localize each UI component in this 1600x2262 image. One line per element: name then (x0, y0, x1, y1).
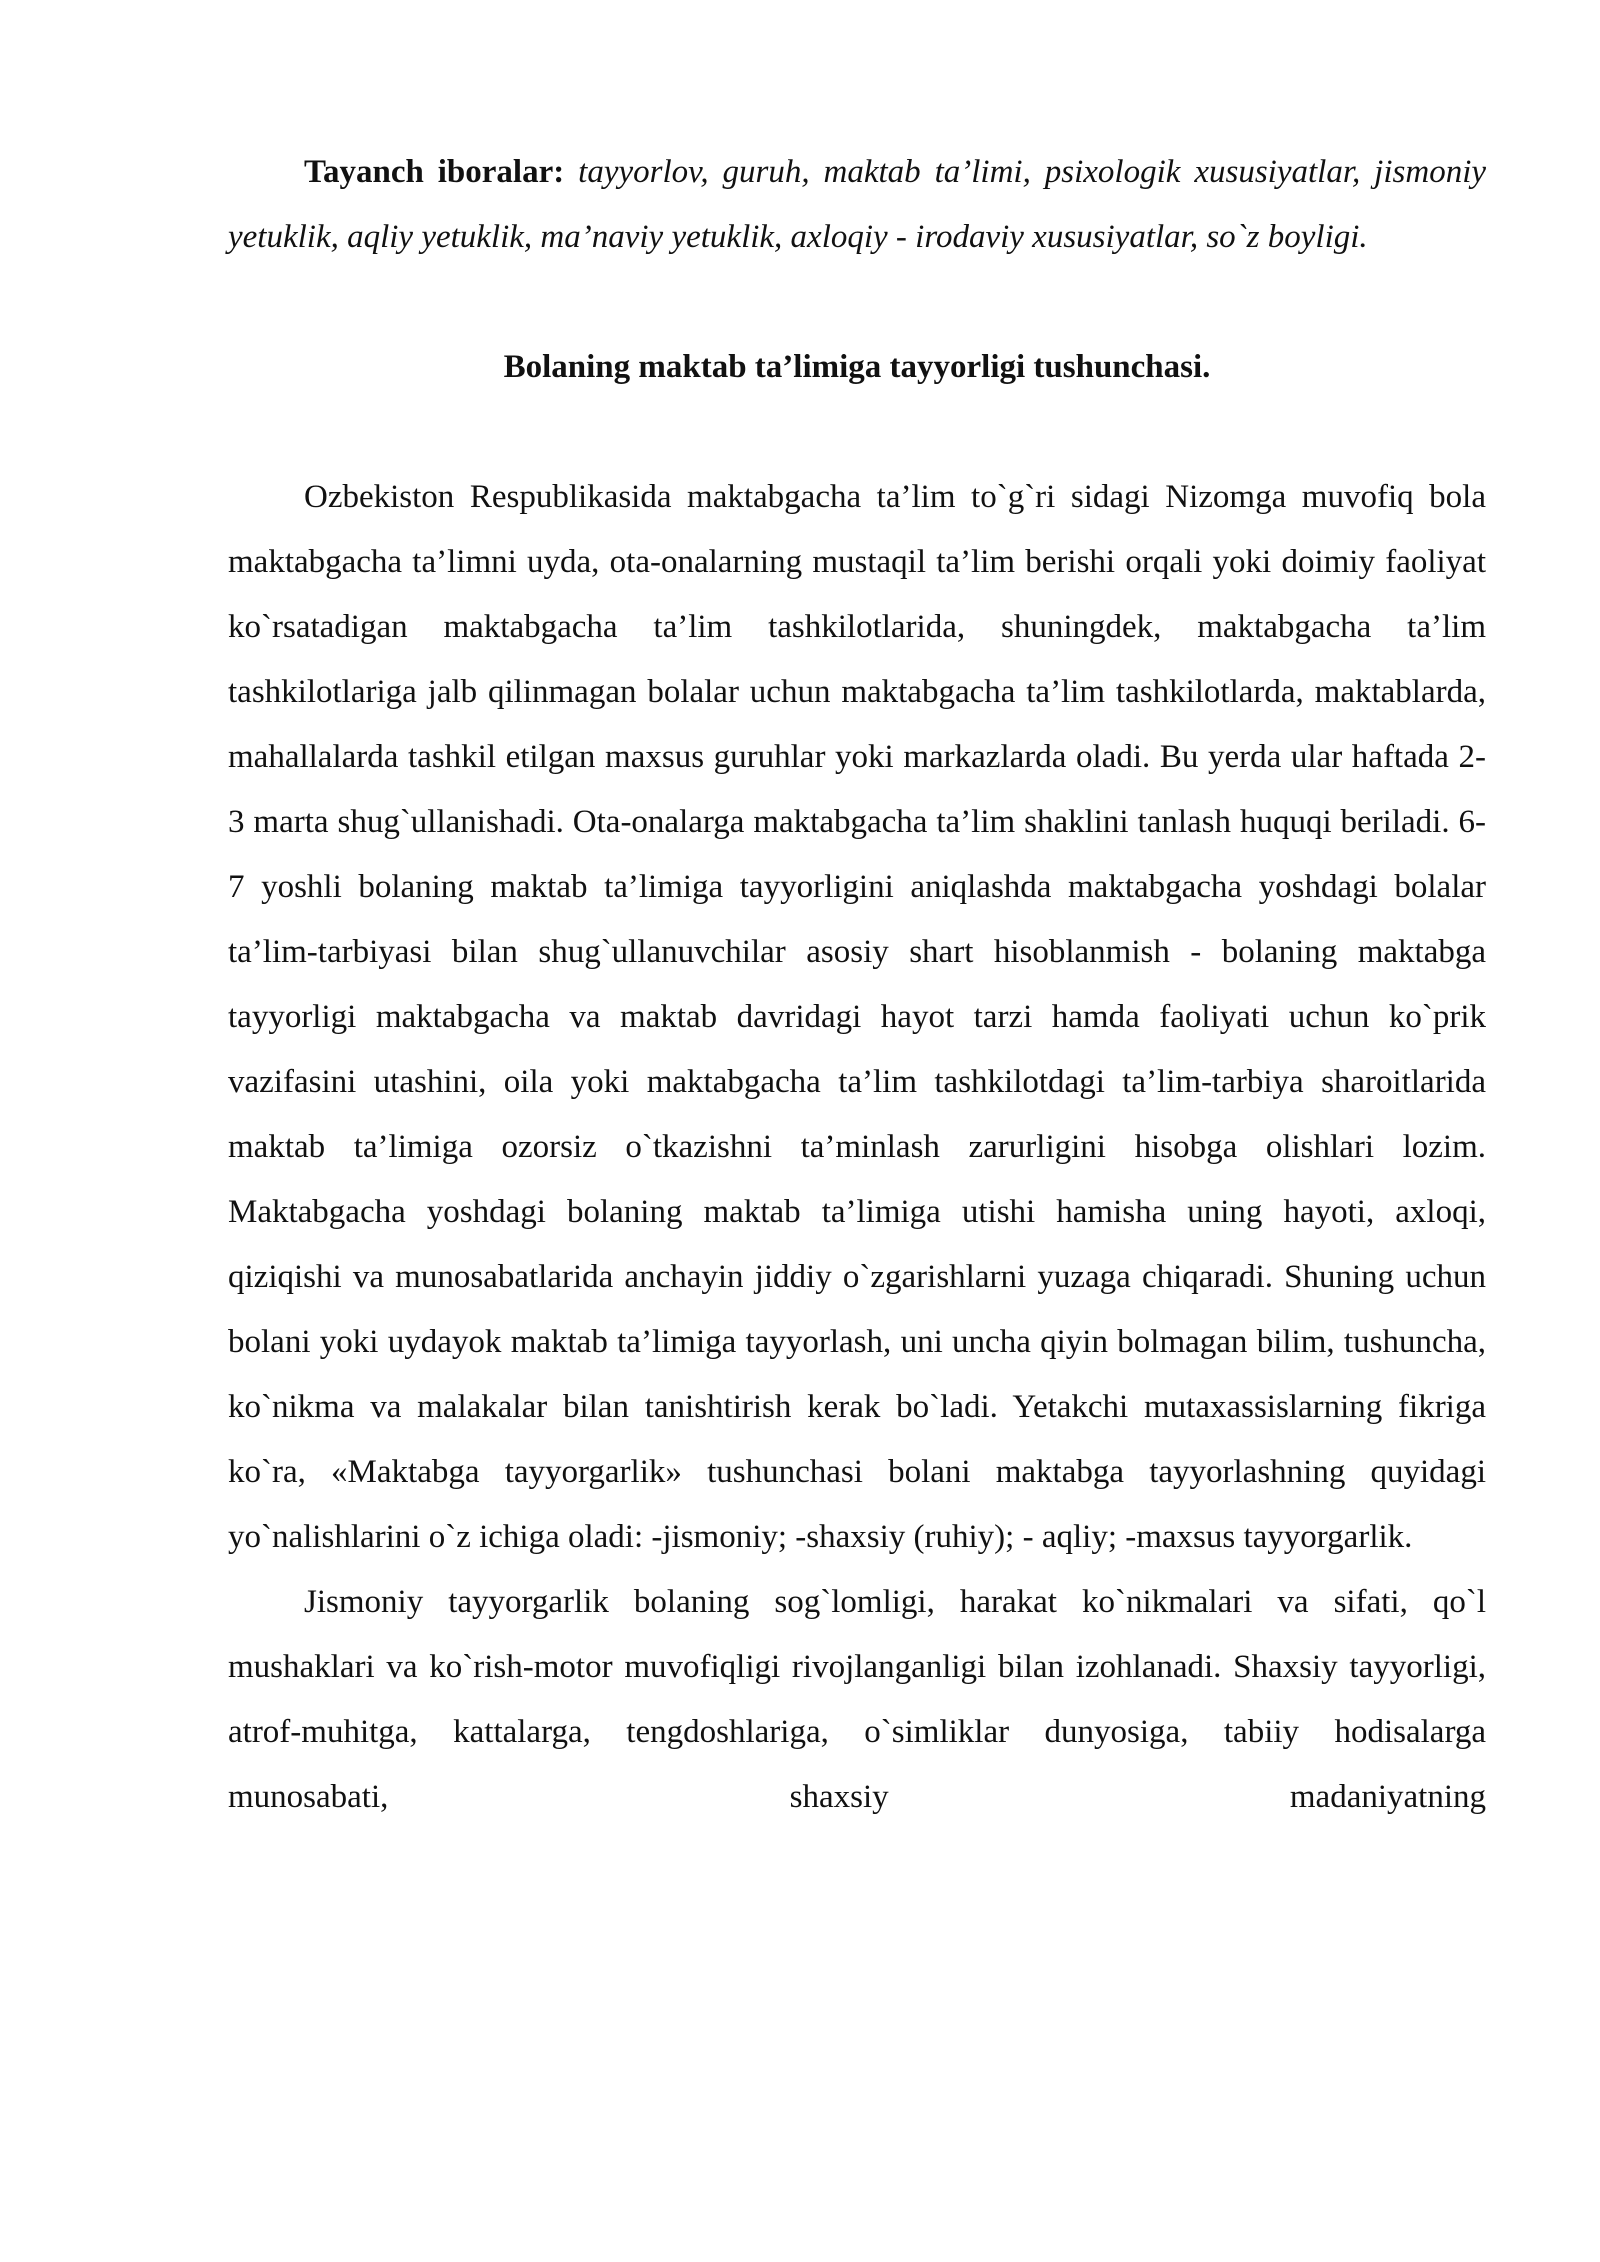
body-paragraph-2: Jismoniy tayyorgarlik bolaning sog`lomligi, harakat ko`nikmalari va sifati, qo`l mushaklari va ko`rish-motor muvofiqligi rivojlanganligi bilan izohlanadi. Shaxsiy tayyorligi, atrof-muhitga, kattalarga, tengdoshlariga, o`simliklar dunyosiga, tabiiy hodisalarga munosabati, shaxsiy madaniyatning (228, 1584, 1486, 1815)
body-paragraph-1: Ozbekiston Respublikasida maktabgacha ta’lim to`g`ri sidagi Nizomga muvofiq bola maktabgacha ta’limni uyda, ota-onalarning mustaqil ta’lim berishi orqali yoki doimiy faoliyat ko`rsatadigan maktabgacha ta’lim tashkilotlarida, shuningdek, maktabgacha ta’lim tashkilotlariga jalb qilinmagan bolalar uchun maktabgacha ta’lim tashkilotlarda, maktablarda, mahallalarda tashkil etilgan maxsus guruhlar yoki markazlarda oladi. Bu yerda ular haftada 2-3 marta shug`ullanishadi. Ota-onalarga maktabgacha ta’lim shaklini tanlash huquqi beriladi. 6-7 yoshli bolaning maktab ta’limiga tayyorligini aniqlashda maktabgacha yoshdagi bolalar ta’lim-tarbiyasi bilan shug`ullanuvchilar asosiy shart hisoblanmish - bolaning maktabga tayyorligi maktabgacha va maktab davridagi hayot tarzi hamda faoliyati uchun ko`prik vazifasini utashini, oila yoki maktabgacha ta’lim tashkilotdagi ta’lim-tarbiya sharoitlarida maktab ta’limiga ozorsiz o`tkazishni ta’minlash zarurligini hisobga olishlari lozim. Maktabgacha yoshdagi bolaning maktab ta’limiga utishi hamisha uning hayoti, axloqi, qiziqishi va munosabatlarida anchayin jiddiy o`zgarishlarni yuzaga chiqaradi. Shuning uchun bolani yoki uydayok maktab ta’limiga tayyorlash, uni uncha qiyin bolmagan bilim, tushuncha, ko`nikma va malakalar bilan tanishtirish kerak bo`ladi. Yetakchi mutaxassislarning fikriga ko`ra, «Maktabga tayyorgarlik» tushunchasi bolani maktabga tayyorlashning quyidagi yo`nalishlarini o`z ichiga oladi: -jismoniy; -shaxsiy (ruhiy); - aqliy; -maxsus tayyorgarlik. (228, 479, 1486, 1555)
keywords-terms: tayyorlov, guruh, maktab ta’limi, psixologik xususiyatlar, jismoniy yetuklik, aqliy yetuklik, ma’naviy yetuklik, axloqiy - irodaviy xususiyatlar, so`z boyligi. (228, 154, 1487, 255)
keywords-label: Tayanch iboralar: (304, 154, 565, 190)
spacer (228, 400, 1486, 465)
keywords-paragraph (228, 140, 1486, 270)
page-content (228, 140, 1486, 1830)
spacer (228, 270, 1486, 335)
section-title: Bolaning maktab ta’limiga tayyorligi tushunchasi. (503, 349, 1211, 385)
